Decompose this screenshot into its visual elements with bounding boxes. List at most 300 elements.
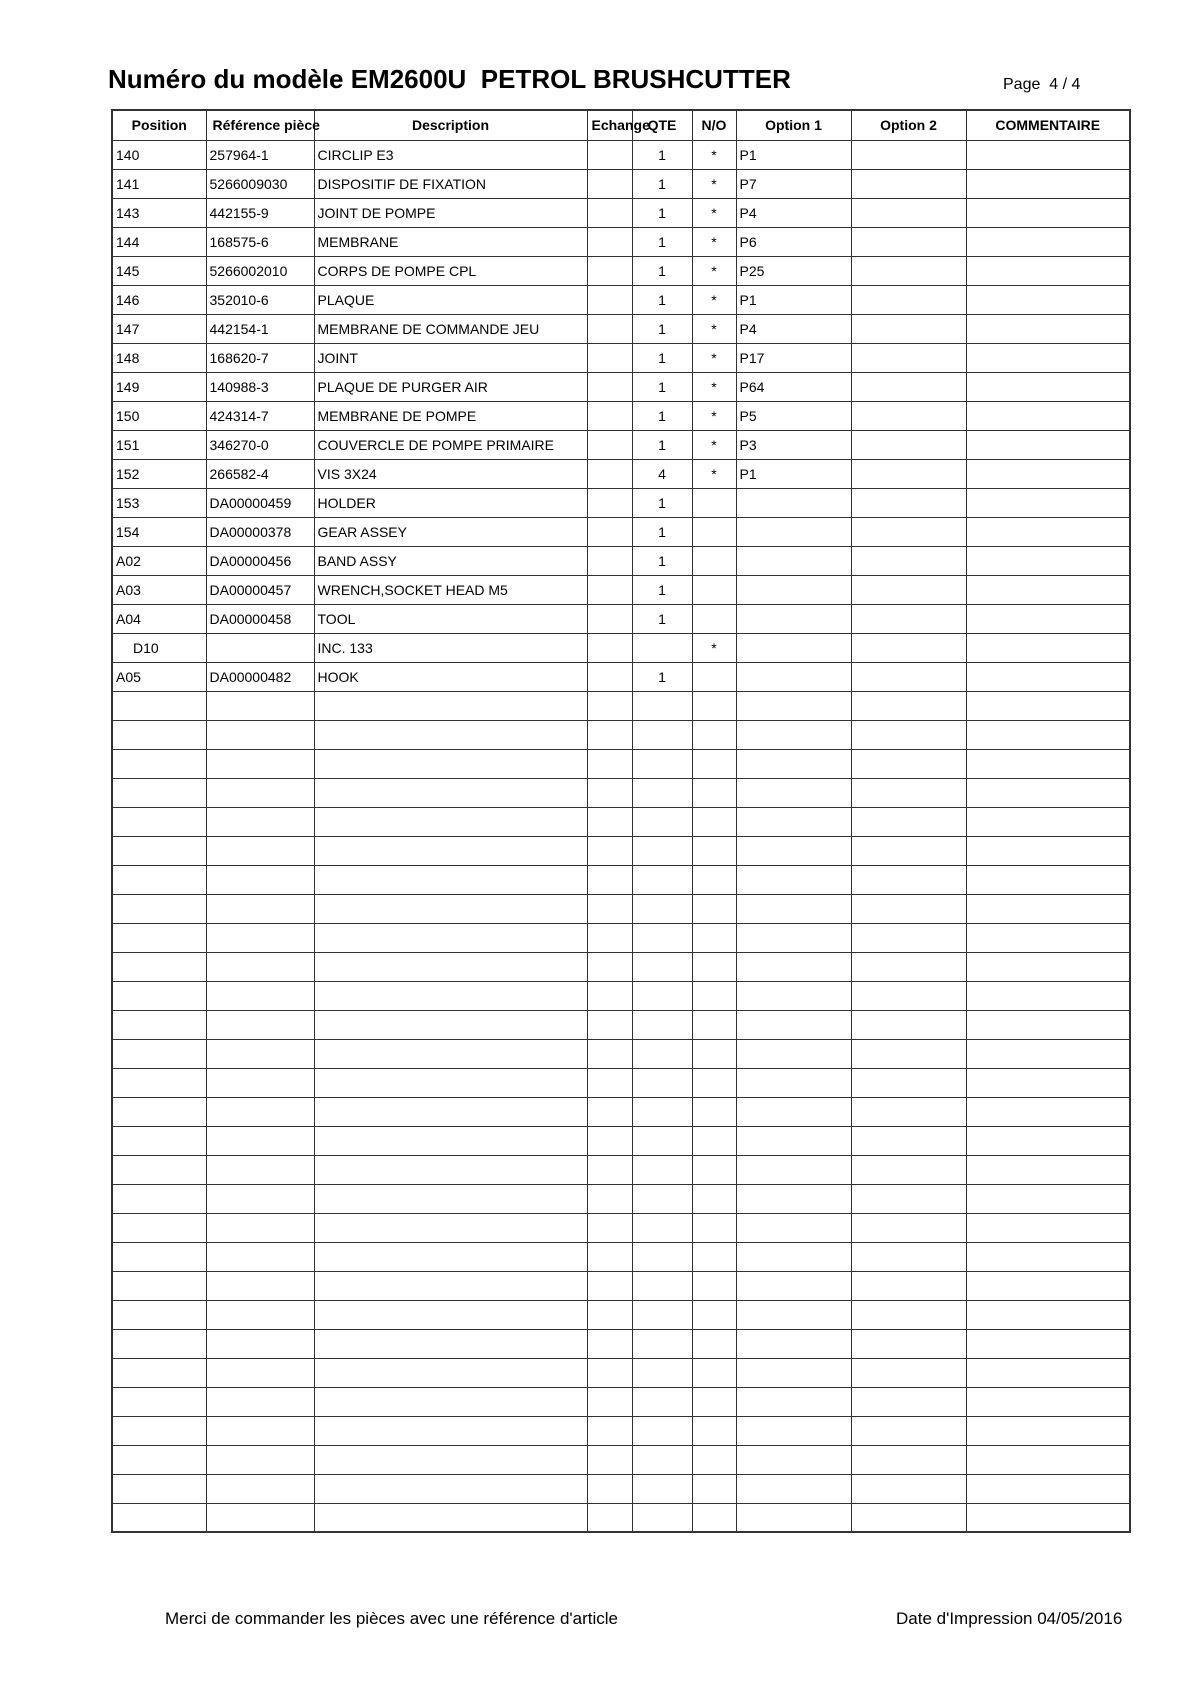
empty-table-row [112, 1039, 1130, 1068]
cell-position [112, 1155, 206, 1184]
cell-reference [206, 1242, 314, 1271]
cell-qte: 1 [632, 662, 692, 691]
cell-echange [587, 1358, 632, 1387]
cell-reference [206, 1329, 314, 1358]
cell-position [112, 1300, 206, 1329]
cell-reference: DA00000457 [206, 575, 314, 604]
cell-echange [587, 865, 632, 894]
cell-qte [632, 865, 692, 894]
cell-option-1: P17 [736, 343, 851, 372]
cell-no [692, 488, 736, 517]
column-header-no: N/O [692, 110, 736, 140]
cell-reference: 442155-9 [206, 198, 314, 227]
cell-qte [632, 981, 692, 1010]
cell-option-2 [851, 1271, 966, 1300]
cell-option-2 [851, 1503, 966, 1532]
cell-description: MEMBRANE DE COMMANDE JEU [314, 314, 587, 343]
table-row [112, 227, 1130, 256]
cell-option-2 [851, 575, 966, 604]
cell-option-1: P25 [736, 256, 851, 285]
cell-commentaire [966, 169, 1130, 198]
empty-table-row [112, 1416, 1130, 1445]
column-header-option-1: Option 1 [736, 110, 851, 140]
cell-position: 152 [112, 459, 206, 488]
cell-qte [632, 1242, 692, 1271]
column-header-description: Description [314, 110, 587, 140]
cell-option-1 [736, 1010, 851, 1039]
cell-no [692, 807, 736, 836]
cell-description [314, 1213, 587, 1242]
cell-qte [632, 807, 692, 836]
cell-option-2 [851, 546, 966, 575]
cell-commentaire [966, 1155, 1130, 1184]
cell-option-2 [851, 894, 966, 923]
empty-table-row [112, 952, 1130, 981]
parts-table [111, 109, 1131, 1533]
cell-echange [587, 1068, 632, 1097]
document-title: Numéro du modèle EM2600U PETROL BRUSHCUTTER [108, 64, 791, 94]
cell-option-2 [851, 778, 966, 807]
cell-option-2 [851, 981, 966, 1010]
cell-qte: 1 [632, 198, 692, 227]
cell-option-1 [736, 1358, 851, 1387]
cell-description [314, 778, 587, 807]
cell-qte [632, 1039, 692, 1068]
cell-no [692, 836, 736, 865]
cell-no: * [692, 285, 736, 314]
cell-qte [632, 1358, 692, 1387]
cell-option-1 [736, 1039, 851, 1068]
cell-commentaire [966, 981, 1130, 1010]
cell-option-1 [736, 633, 851, 662]
table-row [112, 662, 1130, 691]
cell-option-2 [851, 343, 966, 372]
empty-table-row [112, 1358, 1130, 1387]
cell-qte [632, 1503, 692, 1532]
cell-no [692, 1155, 736, 1184]
cell-option-1: P4 [736, 314, 851, 343]
cell-option-1: P1 [736, 459, 851, 488]
footer-order-note: Merci de commander les pièces avec une référence d'article [165, 1609, 619, 1628]
cell-qte [632, 1126, 692, 1155]
cell-commentaire [966, 1242, 1130, 1271]
cell-no [692, 1271, 736, 1300]
cell-qte [632, 1213, 692, 1242]
footer-print-date: Date d'Impression 04/05/2016 [896, 1609, 1123, 1628]
cell-position: 147 [112, 314, 206, 343]
cell-no [692, 923, 736, 952]
cell-echange [587, 1097, 632, 1126]
cell-option-2 [851, 1097, 966, 1126]
cell-description: JOINT [314, 343, 587, 372]
cell-description: HOOK [314, 662, 587, 691]
cell-description [314, 894, 587, 923]
cell-reference: 346270-0 [206, 430, 314, 459]
table-row [112, 285, 1130, 314]
cell-echange [587, 778, 632, 807]
cell-echange [587, 1300, 632, 1329]
cell-no [692, 1184, 736, 1213]
cell-position [112, 1358, 206, 1387]
cell-reference [206, 952, 314, 981]
cell-reference [206, 807, 314, 836]
cell-commentaire [966, 546, 1130, 575]
cell-no [692, 1126, 736, 1155]
table-row [112, 459, 1130, 488]
cell-option-2 [851, 1358, 966, 1387]
table-row [112, 401, 1130, 430]
cell-position: 140 [112, 140, 206, 169]
cell-option-1: P1 [736, 140, 851, 169]
cell-description [314, 749, 587, 778]
cell-position: 146 [112, 285, 206, 314]
cell-position: A05 [112, 662, 206, 691]
cell-option-1 [736, 807, 851, 836]
cell-position: 154 [112, 517, 206, 546]
cell-description [314, 1155, 587, 1184]
table-body [112, 140, 1130, 1532]
cell-option-2 [851, 952, 966, 981]
empty-table-row [112, 1126, 1130, 1155]
cell-echange [587, 923, 632, 952]
cell-no: * [692, 198, 736, 227]
cell-echange [587, 894, 632, 923]
cell-reference [206, 923, 314, 952]
cell-no [692, 1358, 736, 1387]
cell-position: 149 [112, 372, 206, 401]
cell-option-2 [851, 865, 966, 894]
cell-reference [206, 981, 314, 1010]
cell-reference [206, 894, 314, 923]
cell-description: WRENCH,SOCKET HEAD M5 [314, 575, 587, 604]
cell-position: 151 [112, 430, 206, 459]
cell-no [692, 662, 736, 691]
cell-no [692, 952, 736, 981]
cell-commentaire [966, 372, 1130, 401]
cell-option-2 [851, 691, 966, 720]
cell-option-1: P5 [736, 401, 851, 430]
cell-option-2 [851, 1300, 966, 1329]
page-number: Page 4 / 4 [1003, 76, 1081, 93]
cell-qte: 1 [632, 546, 692, 575]
cell-option-2 [851, 227, 966, 256]
cell-position [112, 865, 206, 894]
cell-commentaire [966, 749, 1130, 778]
column-header-commentaire: COMMENTAIRE [966, 110, 1130, 140]
cell-option-2 [851, 1126, 966, 1155]
cell-qte [632, 1155, 692, 1184]
empty-table-row [112, 1503, 1130, 1532]
cell-description [314, 1387, 587, 1416]
cell-no [692, 1387, 736, 1416]
cell-description [314, 1358, 587, 1387]
cell-position [112, 952, 206, 981]
empty-table-row [112, 981, 1130, 1010]
cell-option-1 [736, 1242, 851, 1271]
cell-qte: 1 [632, 314, 692, 343]
cell-position: A03 [112, 575, 206, 604]
cell-qte: 1 [632, 343, 692, 372]
cell-description: PLAQUE [314, 285, 587, 314]
cell-no [692, 1474, 736, 1503]
cell-option-1: P64 [736, 372, 851, 401]
cell-position [112, 1271, 206, 1300]
cell-commentaire [966, 1184, 1130, 1213]
cell-echange [587, 807, 632, 836]
cell-reference [206, 720, 314, 749]
cell-option-2 [851, 1039, 966, 1068]
cell-reference [206, 749, 314, 778]
cell-no [692, 749, 736, 778]
cell-position [112, 1126, 206, 1155]
cell-commentaire [966, 1387, 1130, 1416]
cell-reference: 266582-4 [206, 459, 314, 488]
cell-description [314, 1474, 587, 1503]
empty-table-row [112, 1329, 1130, 1358]
cell-reference [206, 633, 314, 662]
cell-position [112, 1242, 206, 1271]
cell-echange [587, 691, 632, 720]
cell-reference: DA00000482 [206, 662, 314, 691]
table-row [112, 198, 1130, 227]
cell-reference [206, 1416, 314, 1445]
cell-echange [587, 575, 632, 604]
cell-position [112, 807, 206, 836]
cell-commentaire [966, 1300, 1130, 1329]
cell-commentaire [966, 140, 1130, 169]
cell-echange [587, 1445, 632, 1474]
cell-commentaire [966, 865, 1130, 894]
cell-description [314, 691, 587, 720]
cell-reference: 168575-6 [206, 227, 314, 256]
cell-qte [632, 1068, 692, 1097]
cell-option-1 [736, 1184, 851, 1213]
cell-description [314, 1242, 587, 1271]
cell-option-2 [851, 314, 966, 343]
cell-reference [206, 1068, 314, 1097]
cell-reference [206, 1097, 314, 1126]
cell-no [692, 1039, 736, 1068]
cell-qte [632, 720, 692, 749]
cell-no: * [692, 227, 736, 256]
cell-commentaire [966, 517, 1130, 546]
cell-option-1 [736, 1155, 851, 1184]
empty-table-row [112, 1474, 1130, 1503]
cell-option-2 [851, 1445, 966, 1474]
cell-description: MEMBRANE DE POMPE [314, 401, 587, 430]
cell-qte [632, 923, 692, 952]
cell-no: * [692, 314, 736, 343]
cell-option-2 [851, 140, 966, 169]
cell-commentaire [966, 575, 1130, 604]
cell-no [692, 691, 736, 720]
cell-qte: 1 [632, 169, 692, 198]
cell-qte [632, 1271, 692, 1300]
cell-reference: 5266009030 [206, 169, 314, 198]
cell-commentaire [966, 894, 1130, 923]
cell-option-1 [736, 720, 851, 749]
cell-echange [587, 227, 632, 256]
cell-option-2 [851, 633, 966, 662]
cell-option-1 [736, 604, 851, 633]
cell-position [112, 1213, 206, 1242]
cell-qte: 1 [632, 401, 692, 430]
cell-no [692, 1010, 736, 1039]
table-row [112, 169, 1130, 198]
cell-position [112, 1068, 206, 1097]
cell-reference: DA00000459 [206, 488, 314, 517]
cell-qte [632, 1416, 692, 1445]
empty-table-row [112, 749, 1130, 778]
cell-no: * [692, 256, 736, 285]
cell-position [112, 1503, 206, 1532]
cell-commentaire [966, 314, 1130, 343]
empty-table-row [112, 1213, 1130, 1242]
cell-commentaire [966, 459, 1130, 488]
cell-commentaire [966, 807, 1130, 836]
cell-reference [206, 1155, 314, 1184]
cell-option-2 [851, 1155, 966, 1184]
table-header-row [112, 110, 1130, 140]
cell-reference [206, 1503, 314, 1532]
cell-qte [632, 894, 692, 923]
table-row [112, 372, 1130, 401]
cell-option-2 [851, 662, 966, 691]
cell-option-1: P4 [736, 198, 851, 227]
cell-option-1 [736, 1126, 851, 1155]
cell-description [314, 1300, 587, 1329]
cell-no [692, 1300, 736, 1329]
cell-description: CORPS DE POMPE CPL [314, 256, 587, 285]
cell-commentaire [966, 633, 1130, 662]
cell-qte: 1 [632, 256, 692, 285]
cell-commentaire [966, 952, 1130, 981]
cell-reference [206, 1300, 314, 1329]
cell-option-1 [736, 575, 851, 604]
cell-option-2 [851, 401, 966, 430]
cell-qte: 4 [632, 459, 692, 488]
cell-echange [587, 1039, 632, 1068]
cell-option-2 [851, 1416, 966, 1445]
cell-option-2 [851, 488, 966, 517]
table-row [112, 430, 1130, 459]
cell-description [314, 1416, 587, 1445]
cell-no [692, 546, 736, 575]
cell-qte [632, 1097, 692, 1126]
cell-qte [632, 1474, 692, 1503]
cell-option-2 [851, 807, 966, 836]
cell-echange [587, 662, 632, 691]
cell-option-2 [851, 1068, 966, 1097]
empty-table-row [112, 778, 1130, 807]
cell-commentaire [966, 1068, 1130, 1097]
cell-option-2 [851, 1387, 966, 1416]
cell-position: 148 [112, 343, 206, 372]
cell-position: 144 [112, 227, 206, 256]
cell-option-2 [851, 749, 966, 778]
cell-qte [632, 1387, 692, 1416]
cell-description: BAND ASSY [314, 546, 587, 575]
cell-echange [587, 314, 632, 343]
cell-option-1 [736, 691, 851, 720]
cell-qte: 1 [632, 430, 692, 459]
cell-reference [206, 1184, 314, 1213]
cell-reference [206, 1039, 314, 1068]
cell-option-1 [736, 778, 851, 807]
cell-no [692, 894, 736, 923]
cell-no: * [692, 401, 736, 430]
cell-option-1: P3 [736, 430, 851, 459]
empty-table-row [112, 1184, 1130, 1213]
cell-description: MEMBRANE [314, 227, 587, 256]
cell-echange [587, 1474, 632, 1503]
cell-option-1: P1 [736, 285, 851, 314]
empty-table-row [112, 865, 1130, 894]
cell-position: A02 [112, 546, 206, 575]
cell-option-1 [736, 1068, 851, 1097]
cell-position: 145 [112, 256, 206, 285]
cell-reference: 257964-1 [206, 140, 314, 169]
cell-description [314, 952, 587, 981]
cell-echange [587, 720, 632, 749]
cell-echange [587, 1271, 632, 1300]
cell-commentaire [966, 691, 1130, 720]
cell-commentaire [966, 343, 1130, 372]
cell-option-2 [851, 430, 966, 459]
cell-description [314, 1271, 587, 1300]
cell-position: 153 [112, 488, 206, 517]
cell-option-1 [736, 1416, 851, 1445]
cell-position: 150 [112, 401, 206, 430]
cell-position: A04 [112, 604, 206, 633]
cell-description [314, 981, 587, 1010]
cell-qte: 1 [632, 488, 692, 517]
cell-commentaire [966, 430, 1130, 459]
cell-no [692, 720, 736, 749]
cell-qte [632, 1445, 692, 1474]
table-row [112, 314, 1130, 343]
cell-reference [206, 1358, 314, 1387]
cell-commentaire [966, 1097, 1130, 1126]
cell-reference [206, 1271, 314, 1300]
table-row [112, 633, 1130, 662]
cell-qte: 1 [632, 285, 692, 314]
cell-position [112, 720, 206, 749]
cell-reference [206, 1213, 314, 1242]
cell-option-1 [736, 546, 851, 575]
cell-reference: DA00000458 [206, 604, 314, 633]
cell-qte [632, 1184, 692, 1213]
cell-description [314, 836, 587, 865]
cell-option-2 [851, 517, 966, 546]
cell-option-2 [851, 836, 966, 865]
cell-no [692, 1213, 736, 1242]
cell-option-1 [736, 836, 851, 865]
cell-option-2 [851, 923, 966, 952]
cell-reference: 442154-1 [206, 314, 314, 343]
cell-option-2 [851, 1213, 966, 1242]
cell-no [692, 575, 736, 604]
cell-echange [587, 1155, 632, 1184]
cell-echange [587, 1387, 632, 1416]
cell-commentaire [966, 1445, 1130, 1474]
cell-qte: 1 [632, 575, 692, 604]
cell-no [692, 1068, 736, 1097]
column-header-echange: Echange [587, 110, 632, 140]
cell-commentaire [966, 1213, 1130, 1242]
cell-option-1 [736, 1300, 851, 1329]
cell-commentaire [966, 1010, 1130, 1039]
